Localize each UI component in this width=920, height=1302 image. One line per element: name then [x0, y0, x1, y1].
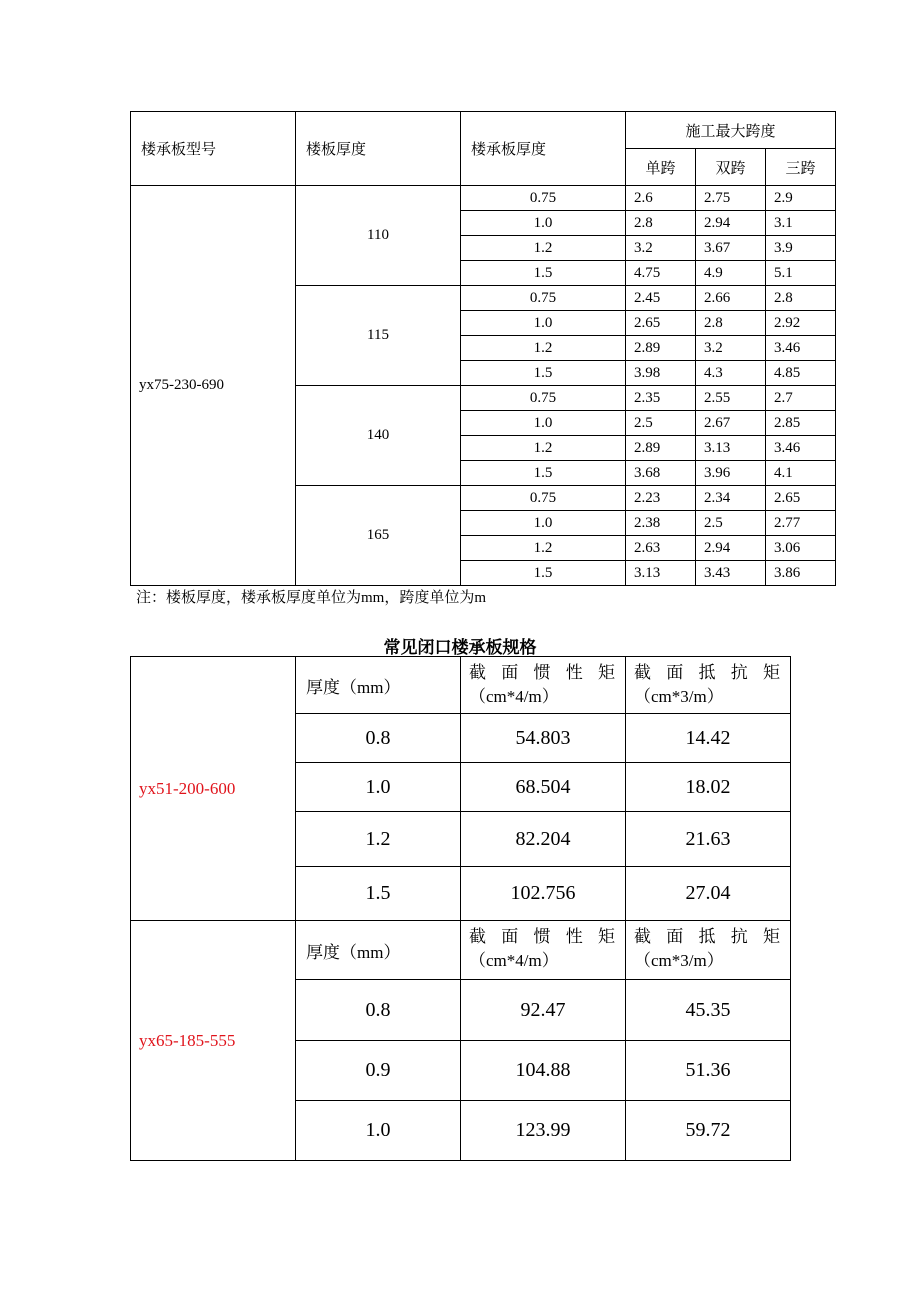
single-span-cell: 2.89	[626, 436, 696, 461]
inertia-cell: 123.99	[461, 1101, 626, 1161]
deck-thickness-cell: 1.5	[461, 361, 626, 386]
header-thickness: 厚度（mm）	[296, 921, 461, 980]
inertia-cell: 68.504	[461, 763, 626, 812]
triple-span-cell: 4.1	[766, 461, 836, 486]
double-span-cell: 4.3	[696, 361, 766, 386]
triple-span-cell: 2.8	[766, 286, 836, 311]
header-inertia-label: 截面惯性矩	[469, 927, 617, 946]
triple-span-cell: 2.65	[766, 486, 836, 511]
deck-thickness-cell: 1.0	[461, 511, 626, 536]
single-span-cell: 2.6	[626, 186, 696, 211]
resistance-cell: 21.63	[626, 812, 791, 867]
table-header-row	[131, 657, 791, 714]
slab-thickness-cell: 110	[296, 186, 461, 286]
resistance-cell: 59.72	[626, 1101, 791, 1161]
triple-span-cell: 2.7	[766, 386, 836, 411]
header-inertia	[461, 657, 626, 714]
single-span-cell: 3.2	[626, 236, 696, 261]
thickness-cell: 0.9	[296, 1041, 461, 1101]
single-span-cell: 2.5	[626, 411, 696, 436]
header-inertia	[461, 921, 626, 980]
slab-thickness-cell: 140	[296, 386, 461, 486]
span-table	[130, 111, 836, 586]
single-span-cell: 2.45	[626, 286, 696, 311]
thickness-cell: 1.0	[296, 1101, 461, 1161]
single-span-cell: 2.35	[626, 386, 696, 411]
single-span-cell: 3.98	[626, 361, 696, 386]
header-deck-thickness: 楼承板厚度	[461, 112, 626, 186]
deck-thickness-cell: 1.0	[461, 411, 626, 436]
model-cell: yx75-230-690	[131, 186, 296, 586]
header-max-span: 施工最大跨度	[626, 112, 836, 149]
single-span-cell: 2.38	[626, 511, 696, 536]
header-resistance	[626, 657, 791, 714]
header-single-span: 单跨	[626, 149, 696, 186]
thickness-cell: 0.8	[296, 980, 461, 1041]
single-span-cell: 2.8	[626, 211, 696, 236]
header-inertia-label: 截面惯性矩	[469, 663, 617, 682]
slab-thickness-cell: 115	[296, 286, 461, 386]
resistance-cell: 45.35	[626, 980, 791, 1041]
double-span-cell: 2.5	[696, 511, 766, 536]
double-span-cell: 2.66	[696, 286, 766, 311]
header-resistance	[626, 921, 791, 980]
model-cell: yx65-185-555	[131, 921, 296, 1161]
section-title: 常见闭口楼承板规格	[383, 638, 537, 658]
deck-thickness-cell: 1.2	[461, 236, 626, 261]
header-resistance-unit: （cm*3/m）	[634, 951, 724, 970]
single-span-cell: 2.89	[626, 336, 696, 361]
inertia-cell: 54.803	[461, 714, 626, 763]
deck-thickness-cell: 1.5	[461, 461, 626, 486]
deck-thickness-cell: 0.75	[461, 186, 626, 211]
header-triple-span: 三跨	[766, 149, 836, 186]
spec-table	[130, 656, 791, 1161]
double-span-cell: 2.94	[696, 536, 766, 561]
deck-thickness-cell: 1.2	[461, 336, 626, 361]
triple-span-cell: 5.1	[766, 261, 836, 286]
deck-thickness-cell: 0.75	[461, 286, 626, 311]
header-thickness: 厚度（mm）	[296, 657, 461, 714]
header-inertia-unit: （cm*4/m）	[469, 951, 559, 970]
triple-span-cell: 3.46	[766, 436, 836, 461]
model-cell: yx51-200-600	[131, 657, 296, 921]
double-span-cell: 4.9	[696, 261, 766, 286]
unit-note: 注：楼板厚度，楼承板厚度单位为mm，跨度单位为m	[136, 590, 487, 606]
thickness-cell: 1.2	[296, 812, 461, 867]
double-span-cell: 2.94	[696, 211, 766, 236]
resistance-cell: 18.02	[626, 763, 791, 812]
header-resistance-label: 截面抵抗矩	[634, 927, 782, 946]
triple-span-cell: 2.77	[766, 511, 836, 536]
thickness-cell: 1.5	[296, 867, 461, 921]
thickness-cell: 1.0	[296, 763, 461, 812]
double-span-cell: 2.34	[696, 486, 766, 511]
resistance-cell: 14.42	[626, 714, 791, 763]
deck-thickness-cell: 0.75	[461, 386, 626, 411]
inertia-cell: 104.88	[461, 1041, 626, 1101]
header-resistance-label: 截面抵抗矩	[634, 663, 782, 682]
deck-thickness-cell: 1.0	[461, 311, 626, 336]
thickness-cell: 0.8	[296, 714, 461, 763]
single-span-cell: 2.63	[626, 536, 696, 561]
double-span-cell: 2.75	[696, 186, 766, 211]
double-span-cell: 2.55	[696, 386, 766, 411]
deck-thickness-cell: 1.2	[461, 436, 626, 461]
deck-thickness-cell: 1.2	[461, 536, 626, 561]
triple-span-cell: 2.9	[766, 186, 836, 211]
triple-span-cell: 2.85	[766, 411, 836, 436]
double-span-cell: 3.43	[696, 561, 766, 586]
resistance-cell: 51.36	[626, 1041, 791, 1101]
deck-thickness-cell: 1.5	[461, 261, 626, 286]
single-span-cell: 3.13	[626, 561, 696, 586]
triple-span-cell: 3.86	[766, 561, 836, 586]
header-model: 楼承板型号	[131, 112, 296, 186]
table-row	[131, 186, 836, 211]
triple-span-cell: 4.85	[766, 361, 836, 386]
double-span-cell: 2.8	[696, 311, 766, 336]
header-resistance-unit: （cm*3/m）	[634, 687, 724, 706]
table-header-row	[131, 921, 791, 980]
double-span-cell: 3.67	[696, 236, 766, 261]
single-span-cell: 4.75	[626, 261, 696, 286]
inertia-cell: 82.204	[461, 812, 626, 867]
header-double-span: 双跨	[696, 149, 766, 186]
header-slab-thickness: 楼板厚度	[296, 112, 461, 186]
single-span-cell: 2.65	[626, 311, 696, 336]
resistance-cell: 27.04	[626, 867, 791, 921]
single-span-cell: 2.23	[626, 486, 696, 511]
double-span-cell: 3.2	[696, 336, 766, 361]
double-span-cell: 3.13	[696, 436, 766, 461]
inertia-cell: 92.47	[461, 980, 626, 1041]
triple-span-cell: 3.9	[766, 236, 836, 261]
inertia-cell: 102.756	[461, 867, 626, 921]
single-span-cell: 3.68	[626, 461, 696, 486]
triple-span-cell: 3.06	[766, 536, 836, 561]
double-span-cell: 2.67	[696, 411, 766, 436]
triple-span-cell: 2.92	[766, 311, 836, 336]
triple-span-cell: 3.46	[766, 336, 836, 361]
deck-thickness-cell: 0.75	[461, 486, 626, 511]
header-inertia-unit: （cm*4/m）	[469, 687, 559, 706]
deck-thickness-cell: 1.5	[461, 561, 626, 586]
double-span-cell: 3.96	[696, 461, 766, 486]
triple-span-cell: 3.1	[766, 211, 836, 236]
deck-thickness-cell: 1.0	[461, 211, 626, 236]
slab-thickness-cell: 165	[296, 486, 461, 586]
